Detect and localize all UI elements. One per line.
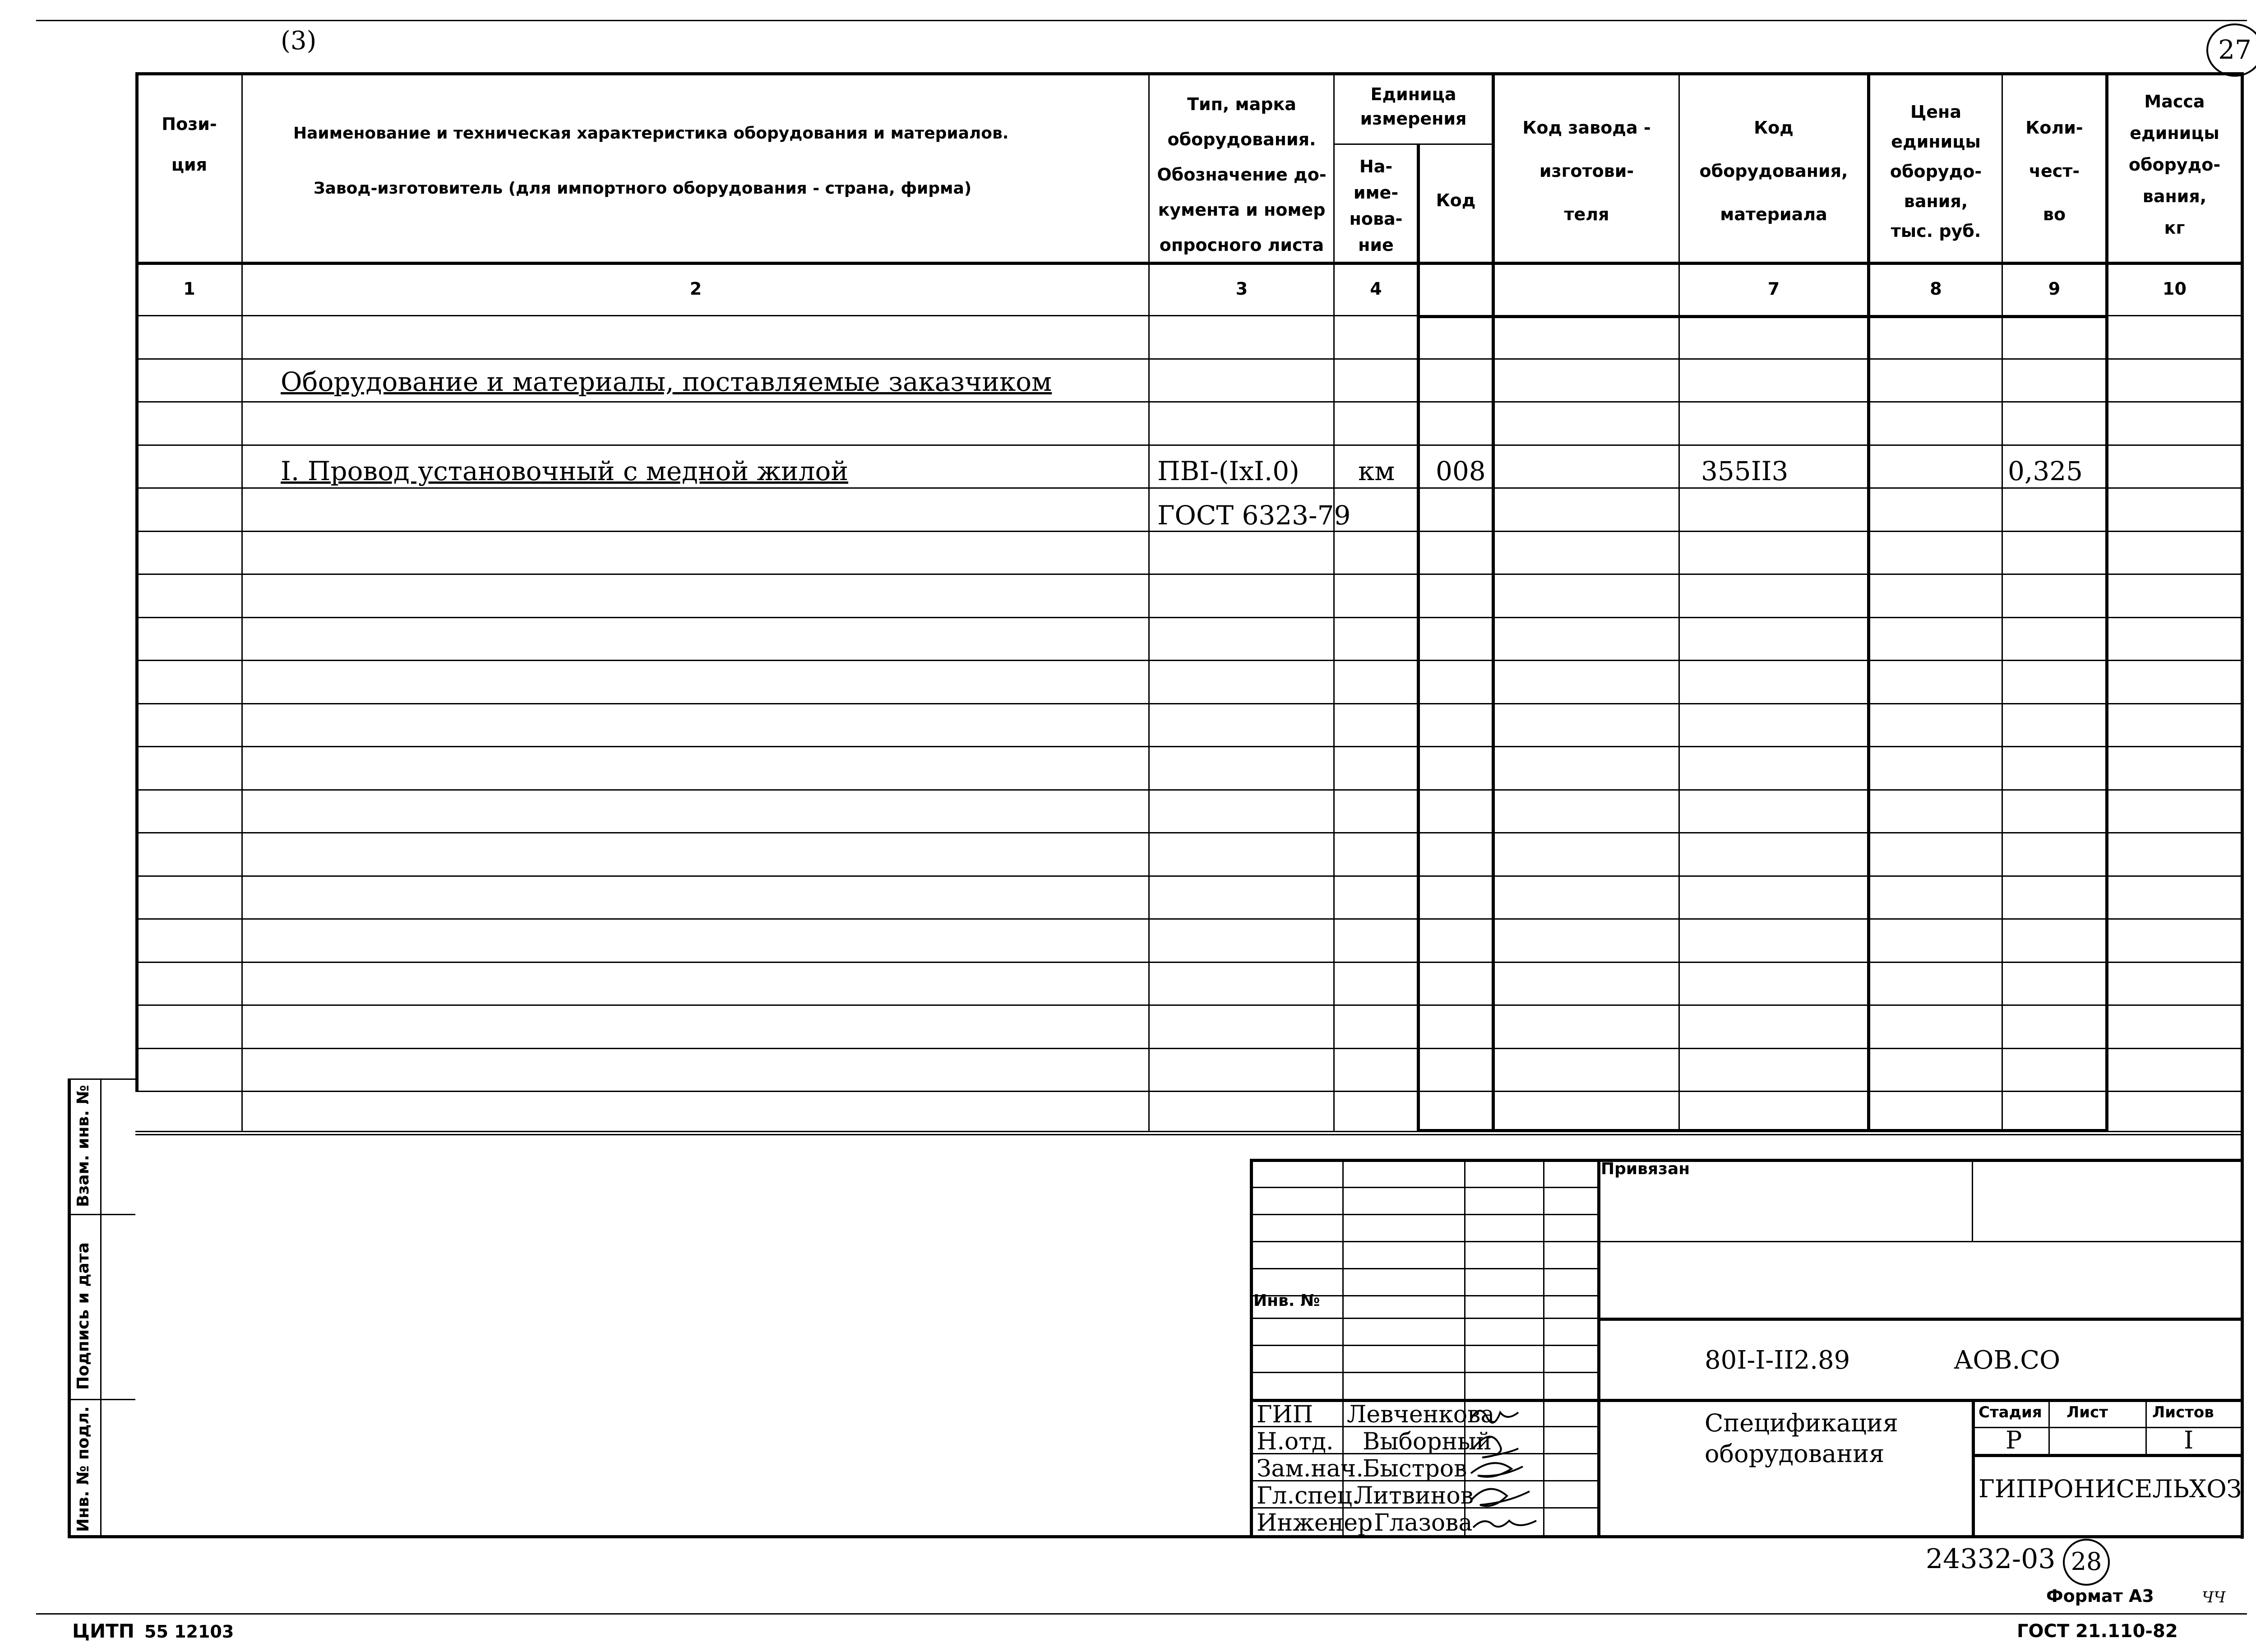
header-unit-name: На- име- нова- ние xyxy=(1349,157,1403,255)
role-2: Н.отд. xyxy=(1257,1428,1334,1455)
col-number-8: 8 xyxy=(1930,279,1942,299)
item-unit-code: 008 xyxy=(1436,456,1486,486)
header-price: Цена единицы оборудо- вания, тыс. руб. xyxy=(1890,102,1982,241)
stamp-line xyxy=(1250,1241,1597,1242)
row-line xyxy=(135,401,2242,403)
row-line xyxy=(135,832,2242,833)
doc-title-line2: оборудования xyxy=(1705,1439,1885,1468)
stamp-line xyxy=(1250,1318,1597,1319)
header-name-line1: Наименование и техническая характеристика оборудования и материалов. xyxy=(293,124,1009,143)
row-line xyxy=(135,1131,2242,1132)
row-line xyxy=(135,875,2242,877)
row-line xyxy=(135,531,2242,532)
row-line xyxy=(135,358,2242,360)
role-1: ГИП xyxy=(1257,1401,1313,1428)
row-line xyxy=(135,617,2242,618)
margin-podpis-data: Подпись и дата xyxy=(74,1242,92,1390)
item-unit: км xyxy=(1358,456,1395,486)
col-number-2: 2 xyxy=(689,279,702,299)
name-4: Литвинов xyxy=(1354,1482,1474,1509)
gost-label: ГОСТ 21.110-82 xyxy=(2017,1621,2178,1642)
name-3: Быстров xyxy=(1363,1455,1467,1482)
row-line xyxy=(135,918,2242,920)
signatures xyxy=(1464,1399,1545,1539)
col-number-9: 9 xyxy=(2048,279,2061,299)
row-line xyxy=(135,962,2242,963)
role-3: Зам.нач. xyxy=(1257,1455,1364,1482)
stamp-line xyxy=(1250,1187,1597,1188)
header-unit-code: Код xyxy=(1436,190,1476,210)
margin-vzam-inv: Взам. инв. № xyxy=(74,1085,92,1207)
row-line xyxy=(135,1004,2242,1006)
stamp-line xyxy=(1250,1372,1597,1373)
item-type: ПВI-(IxI.0) xyxy=(1157,456,1299,486)
org-print: ЦИТП xyxy=(72,1620,134,1642)
header-unit: Единица измерения xyxy=(1360,84,1467,129)
doc-title-line1: Спецификация xyxy=(1705,1409,1898,1437)
row-line xyxy=(135,574,2242,575)
row-line xyxy=(135,1048,2242,1049)
row-line xyxy=(135,1091,2242,1092)
col-number-1: 1 xyxy=(183,279,195,299)
row-line xyxy=(135,660,2242,661)
item-gost: ГОСТ 6323-79 xyxy=(1157,500,1351,531)
format-label: Формат А3 xyxy=(2046,1586,2154,1606)
name-5: Глазова xyxy=(1374,1509,1473,1536)
stamp-line xyxy=(1250,1345,1597,1346)
item-code: 355II3 xyxy=(1701,456,1789,486)
doc-code: 80I-I-II2.89 xyxy=(1705,1346,1850,1375)
doc-bottom-circle: 28 xyxy=(2063,1539,2110,1586)
col-number-7: 7 xyxy=(1767,279,1780,299)
initials-mark: ЧЧ xyxy=(2202,1588,2226,1606)
section-mark: (3) xyxy=(281,26,317,56)
doc-mark: АОВ.СО xyxy=(1954,1346,2061,1375)
header-factory-code: Код завода - изготови- теля xyxy=(1522,118,1651,224)
item-quantity: 0,325 xyxy=(2008,456,2083,486)
sheets-value: I xyxy=(2184,1426,2194,1454)
sheets-label: Листов xyxy=(2152,1403,2214,1421)
doc-bottom-number: 24332-03 xyxy=(1926,1543,2056,1575)
section-title: Оборудование и материалы, поставляемые заказчиком xyxy=(281,366,1052,397)
row-line xyxy=(135,487,2242,489)
margin-inv-podl: Инв. № подл. xyxy=(74,1406,92,1532)
stamp-line xyxy=(1250,1268,1597,1269)
org-print-code: 55 12103 xyxy=(144,1622,234,1642)
row-line xyxy=(135,789,2242,791)
sheet-label: Лист xyxy=(2066,1403,2108,1421)
role-4: Гл.спец. xyxy=(1257,1482,1360,1509)
inv-label: Инв. № xyxy=(1253,1291,1320,1310)
row-line xyxy=(135,444,2242,446)
page-number-top: 27 xyxy=(2206,23,2256,77)
header-name-line2: Завод-изготовитель (для импортного оборудования - страна, фирма) xyxy=(314,179,972,198)
privyazan-label: Привязан xyxy=(1601,1160,1690,1178)
col-number-4: 4 xyxy=(1370,279,1382,299)
row-line xyxy=(135,1134,2242,1135)
header-position: Пози- ция xyxy=(162,114,217,175)
col-number-3: 3 xyxy=(1235,279,1248,299)
row-line xyxy=(135,703,2242,704)
item-name: I. Провод установочный с медной жилой xyxy=(281,456,848,486)
name-2: Выборный xyxy=(1363,1428,1492,1455)
header-type-mark: Тип, марка оборудования. Обозначение до- кумента и номер опросного листа xyxy=(1157,94,1327,255)
organization: ГИПРОНИСЕЛЬХОЗ xyxy=(1979,1475,2242,1503)
row-line xyxy=(135,746,2242,747)
col-number-10: 10 xyxy=(2163,279,2187,299)
header-equipment-code: Код оборудования, материала xyxy=(1699,118,1848,224)
stage-value: Р xyxy=(2006,1426,2022,1454)
name-1: Левченкова xyxy=(1347,1401,1495,1428)
header-mass: Масса единицы оборудо- вания, кг xyxy=(2128,92,2221,238)
header-quantity: Коли- чест- во xyxy=(2025,118,2083,224)
role-5: Инженер xyxy=(1257,1509,1373,1536)
stamp-line xyxy=(1250,1214,1597,1215)
stage-label: Стадия xyxy=(1979,1403,2042,1421)
